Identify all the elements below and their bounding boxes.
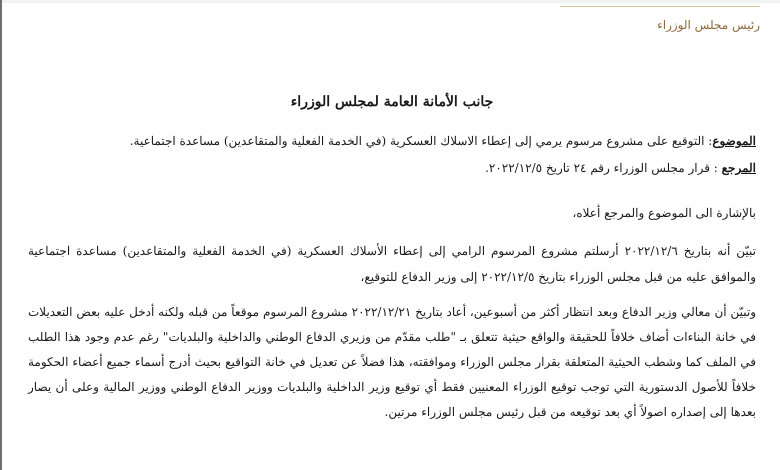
page-left-border	[0, 0, 2, 470]
letterhead	[560, 0, 760, 48]
subject-line	[28, 134, 756, 148]
reference-line	[28, 161, 756, 175]
paragraph-1: تبيّن أنه بتاريخ ٢٠٢٢/١٢/٦ أرسلتم مشروع المرسوم الرامي إلى إعطاء الأسلاك العسكرية (في الخدمة الفعلية والمتقاعدين) مساعدة اجتماعية والموافق عليه من قبل مجلس الوزراء بتاريخ ٢٠٢٢/١٢/٥ إلى وزير الدفاع للتوقيع،	[28, 244, 757, 284]
subject-text: : التوقيع على مشروع مرسوم يرمي إلى إعطاء الاسلاك العسكرية (في الخدمة الفعلية والمتقاعدين) مساعدة اجتماعية.	[129, 134, 713, 148]
paragraph-2: وتبيّن أن معالي وزير الدفاع وبعد انتظار أكثر من أسبوعين، أعاد بتاريخ ٢٠٢٢/١٢/٢١ مشروع المرسوم موقعاً من قبله ولكنه أدخل عليه بعض التعديلات في خانة البناءات أضاف خلافاً للحقيقة والواقع حيثية تتعلق بـ "طلب مقدّم من وزيري الدفاع الوطني والداخلية والبلديات" رغم عدم وجود هذا الطلب في الملف كما وشطب الحيثية المتعلقة بقرار مجلس الوزراء وموافقته، هذا فضلاً عن تعديل في خانة التواقيع بحيث أدرج أسماء جميع أعضاء الحكومة خلافاً للأصول الدستورية التي توجب توقيع الوزراء المعنيين فقط أي توقيع وزير الداخلية والبلديات ووزير الدفاع الوطني ووزير المالية وعلى أن يصار بعدها إلى إصداره اصولاً أي بعد توقيعه من قبل رئيس مجلس الوزراء مرتين.	[28, 305, 757, 419]
letterhead-rule	[560, 6, 760, 7]
reference-label: المرجع	[721, 161, 756, 175]
reference-text: : قرار مجلس الوزراء رقم ٢٤ تاريخ ٢٠٢٢/١٢/٥.	[485, 161, 722, 175]
subject-label: الموضوع	[712, 134, 756, 148]
letterhead-title: رئيس مجلس الوزراء	[657, 18, 760, 32]
addressee-heading: جانب الأمانة العامة لمجلس الوزراء	[290, 94, 494, 110]
intro-line: بالإشارة الى الموضوع والمرجع أعلاه،	[572, 206, 756, 220]
